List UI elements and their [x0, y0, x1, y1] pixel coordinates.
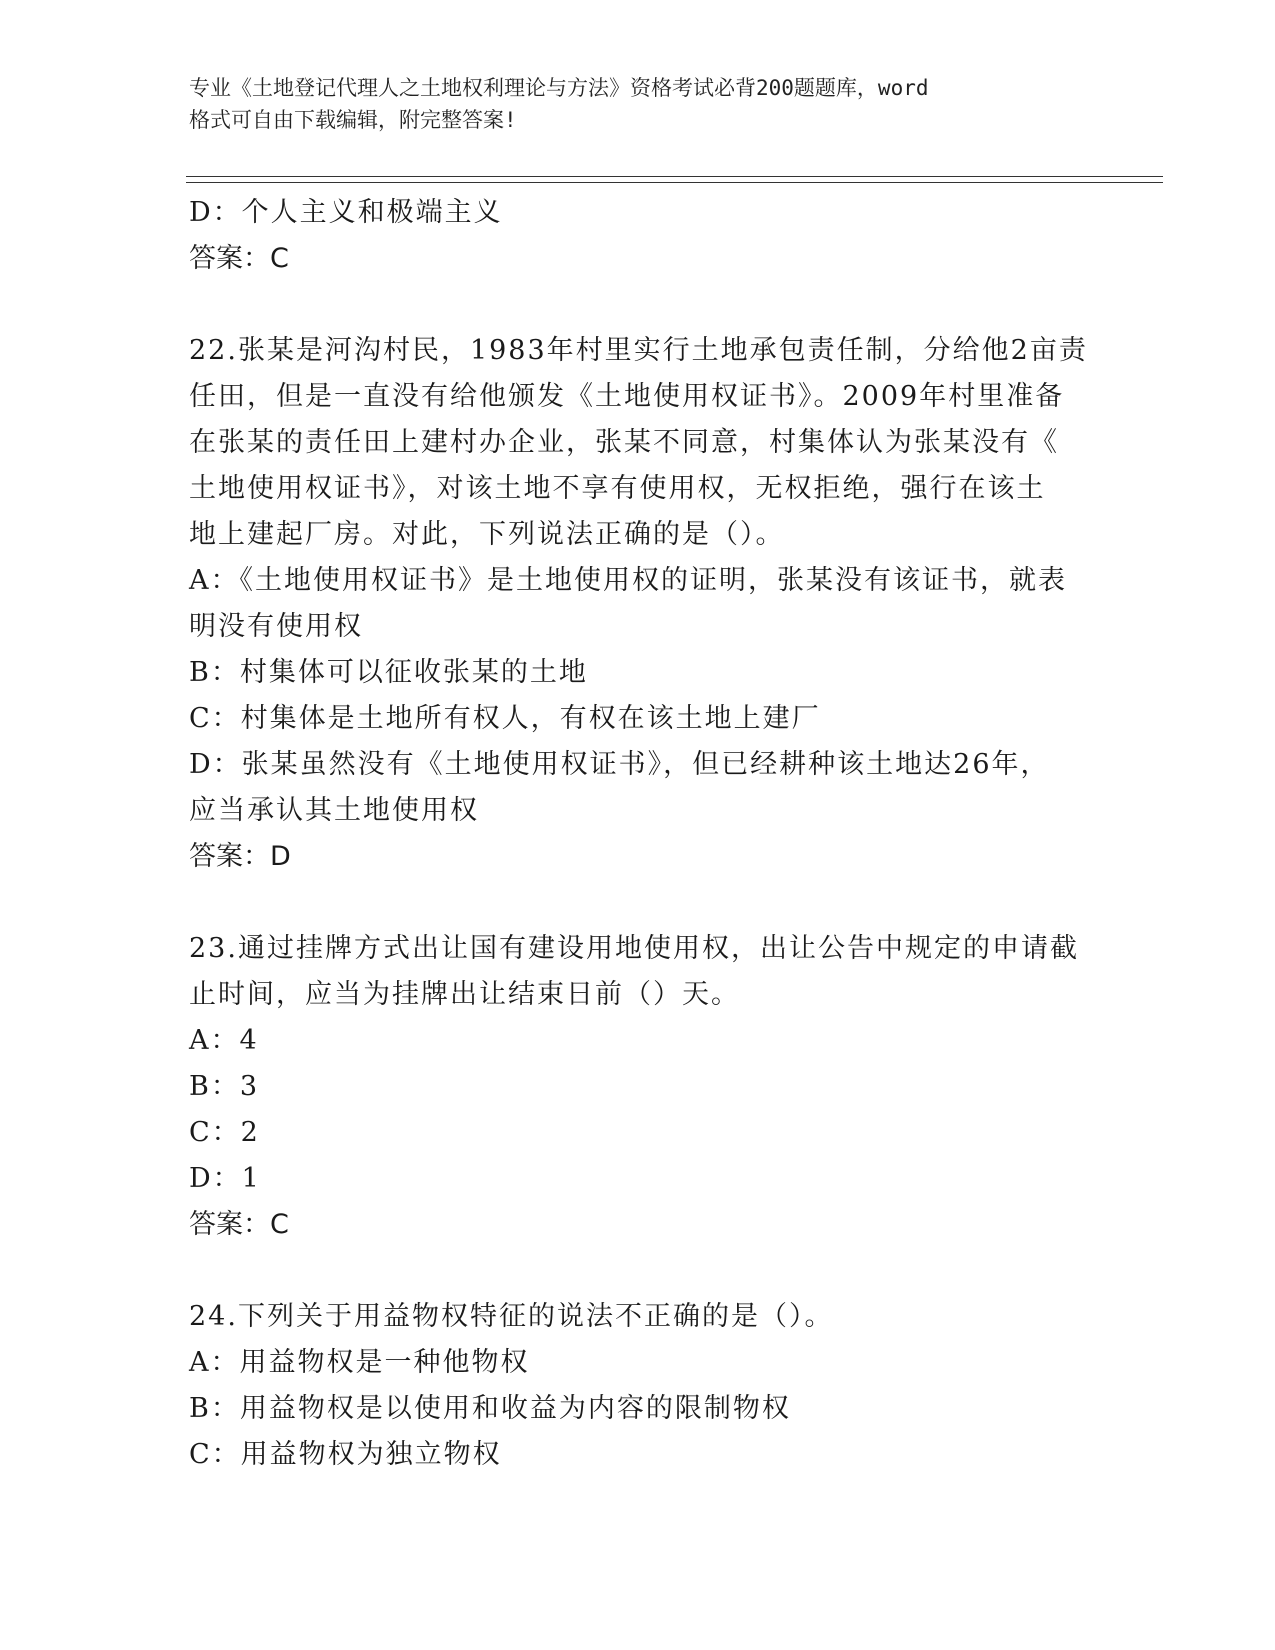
question-22	[189, 328, 1089, 880]
document-header	[189, 72, 1089, 136]
q23-option-b: B：3	[189, 1071, 260, 1102]
q22-option-d: D：张某虽然没有《土地使用权证书》，但已经耕种该土地达26年，	[189, 749, 1050, 780]
q22-stem-line: 22.张某是河沟村民，1983年村里实行土地承包责任制，分给他2亩责	[189, 335, 1088, 366]
q23-answer: 答案：C	[189, 1209, 289, 1240]
q24-option-c: C：用益物权为独立物权	[189, 1439, 502, 1470]
header-line-2: 格式可自由下载编辑，附完整答案!	[189, 108, 517, 132]
q22-option-a-cont: 明没有使用权	[189, 611, 363, 642]
q23-option-a: A：4	[189, 1025, 259, 1056]
q22-option-a: A：《土地使用权证书》是土地使用权的证明，张某没有该证书，就表	[189, 565, 1067, 596]
q22-stem-line: 土地使用权证书》，对该土地不享有使用权，无权拒绝，强行在该土	[189, 473, 1046, 504]
q23-stem-line: 23.通过挂牌方式出让国有建设用地使用权，出让公告中规定的申请截	[189, 933, 1079, 964]
q22-answer: 答案：D	[189, 841, 291, 872]
header-divider-top	[186, 176, 1163, 177]
q22-option-d-cont: 应当承认其土地使用权	[189, 795, 479, 826]
prev-answer: 答案：C	[189, 243, 289, 274]
q22-option-b: B：村集体可以征收张某的土地	[189, 657, 588, 688]
q22-stem-line: 在张某的责任田上建村办企业，张某不同意，村集体认为张某没有《	[189, 427, 1059, 458]
q24-option-a: A：用益物权是一种他物权	[189, 1347, 530, 1378]
q22-option-c: C：村集体是土地所有权人，有权在该土地上建厂	[189, 703, 821, 734]
q23-stem-line: 止时间，应当为挂牌出让结束日前（）天。	[189, 979, 740, 1010]
header-divider-bottom	[186, 182, 1163, 183]
question-content	[189, 190, 1089, 1478]
prev-option-d: D：个人主义和极端主义	[189, 197, 503, 228]
header-line-1: 专业《土地登记代理人之土地权利理论与方法》资格考试必背200题题库，word	[189, 76, 929, 100]
q22-stem-line: 任田，但是一直没有给他颁发《土地使用权证书》。2009年村里准备	[189, 381, 1065, 412]
q24-stem: 24.下列关于用益物权特征的说法不正确的是（）。	[189, 1301, 834, 1332]
question-23	[189, 926, 1089, 1248]
q24-option-b: B：用益物权是以使用和收益为内容的限制物权	[189, 1393, 791, 1424]
question-24	[189, 1294, 1089, 1478]
q23-option-d: D：1	[189, 1163, 261, 1194]
q23-option-c: C：2	[189, 1117, 260, 1148]
q22-stem-line: 地上建起厂房。对此，下列说法正确的是（）。	[189, 519, 785, 550]
